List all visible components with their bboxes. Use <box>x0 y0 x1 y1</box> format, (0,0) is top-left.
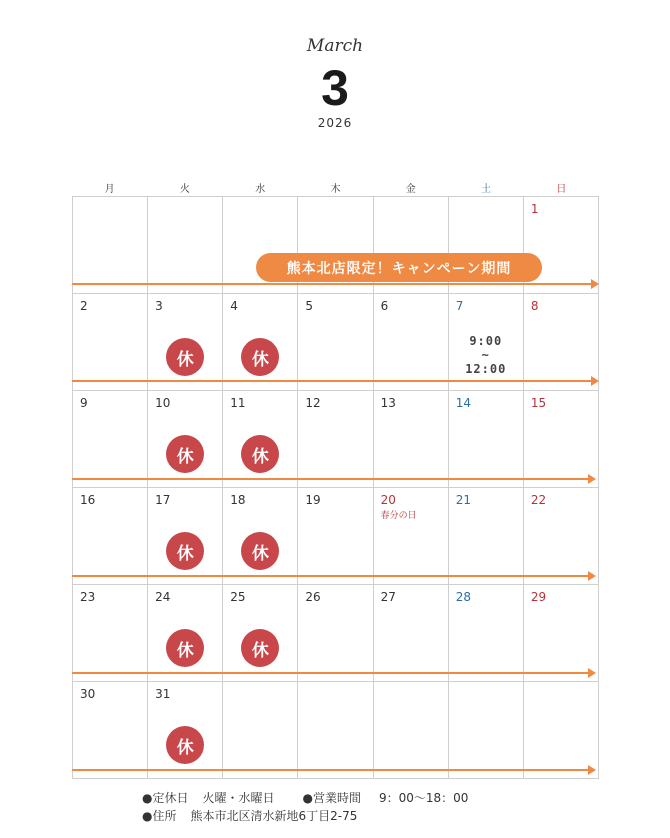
arrow-head-icon <box>588 668 596 678</box>
closed-day-badge: 休 <box>166 435 204 473</box>
month-name: March <box>306 36 364 56</box>
special-hours-close: 12:00 <box>465 362 507 376</box>
day-number: 31 <box>155 687 171 701</box>
closed-day-badge: 休 <box>166 338 204 376</box>
closed-days-title: ●定休日 <box>142 791 189 805</box>
day-number: 22 <box>530 493 547 507</box>
holiday-name: 春分の日 <box>380 511 417 521</box>
special-hours-sep: ~ <box>481 348 490 362</box>
day-number: 1 <box>530 202 539 216</box>
arrow-head-icon <box>588 765 596 775</box>
day-number: 25 <box>230 590 246 604</box>
day-number: 7 <box>455 299 464 313</box>
closed-day-badge: 休 <box>241 435 279 473</box>
address-title: ●住所 <box>142 809 177 823</box>
arrow-head-icon <box>591 376 599 386</box>
closed-day-badge: 休 <box>166 726 204 764</box>
day-number: 24 <box>155 590 171 604</box>
day-number: 20 <box>380 493 396 507</box>
day-number: 18 <box>230 493 246 507</box>
campaign-period-arrow <box>72 376 599 386</box>
day-number: 12 <box>305 396 321 410</box>
day-number: 26 <box>305 590 321 604</box>
weekday-label: 水 <box>255 184 266 195</box>
day-number: 14 <box>455 396 471 410</box>
arrow-line <box>72 283 593 285</box>
campaign-period-arrow <box>72 668 596 678</box>
hours-value: 9：00〜18：00 <box>378 791 469 805</box>
day-number: 3 <box>155 299 163 313</box>
weekday-header-row <box>72 180 599 194</box>
month-number: 3 <box>321 60 349 116</box>
day-number: 2 <box>80 299 88 313</box>
weekday-label: 火 <box>179 184 190 195</box>
hours-title: ●営業時間 <box>302 791 361 805</box>
day-number: 8 <box>530 299 539 313</box>
campaign-period-arrow <box>72 765 596 775</box>
year: 2026 <box>317 116 353 130</box>
day-number: 15 <box>530 396 547 410</box>
footer-row-1 <box>142 789 642 807</box>
day-number: 10 <box>155 396 171 410</box>
day-number: 4 <box>230 299 238 313</box>
closed-day-badge: 休 <box>166 629 204 667</box>
day-number: 17 <box>155 493 171 507</box>
arrow-head-icon <box>588 474 596 484</box>
arrow-line <box>72 769 590 771</box>
closed-days-value: 火曜・水曜日 <box>202 791 275 805</box>
day-number: 9 <box>80 396 88 410</box>
closed-day-badge: 休 <box>241 338 279 376</box>
address-value: 熊本市北区清水新地6丁目2-75 <box>190 809 358 823</box>
day-number: 28 <box>455 590 471 604</box>
weekday-label: 金 <box>405 184 416 195</box>
day-number: 19 <box>305 493 321 507</box>
store-info-footer <box>142 789 642 825</box>
day-number: 29 <box>530 590 547 604</box>
calendar-header <box>0 0 670 140</box>
weekday-label: 土 <box>481 184 492 195</box>
weekday-label: 日 <box>556 184 567 195</box>
day-number: 6 <box>380 299 389 313</box>
campaign-period-arrow <box>72 571 596 581</box>
day-number: 5 <box>305 299 314 313</box>
campaign-banner: 熊本北店限定！キャンペーン期間 <box>256 253 542 282</box>
arrow-line <box>72 380 593 382</box>
weekday-label: 木 <box>330 184 341 195</box>
special-hours-open: 9:00 <box>469 334 503 348</box>
arrow-line <box>72 672 590 674</box>
day-number: 27 <box>380 590 396 604</box>
arrow-line <box>72 478 590 480</box>
arrow-line <box>72 575 590 577</box>
arrow-head-icon <box>591 279 599 289</box>
day-number: 23 <box>80 590 96 604</box>
day-number: 30 <box>80 687 96 701</box>
day-number: 21 <box>455 493 471 507</box>
day-number: 11 <box>230 396 246 410</box>
special-hours <box>449 334 523 376</box>
campaign-period-arrow <box>72 474 596 484</box>
footer-row-2 <box>142 807 642 825</box>
closed-day-badge: 休 <box>166 532 204 570</box>
closed-day-badge: 休 <box>241 532 279 570</box>
day-number: 16 <box>80 493 96 507</box>
day-number: 13 <box>380 396 396 410</box>
closed-day-badge: 休 <box>241 629 279 667</box>
weekday-label: 月 <box>104 184 115 195</box>
arrow-head-icon <box>588 571 596 581</box>
